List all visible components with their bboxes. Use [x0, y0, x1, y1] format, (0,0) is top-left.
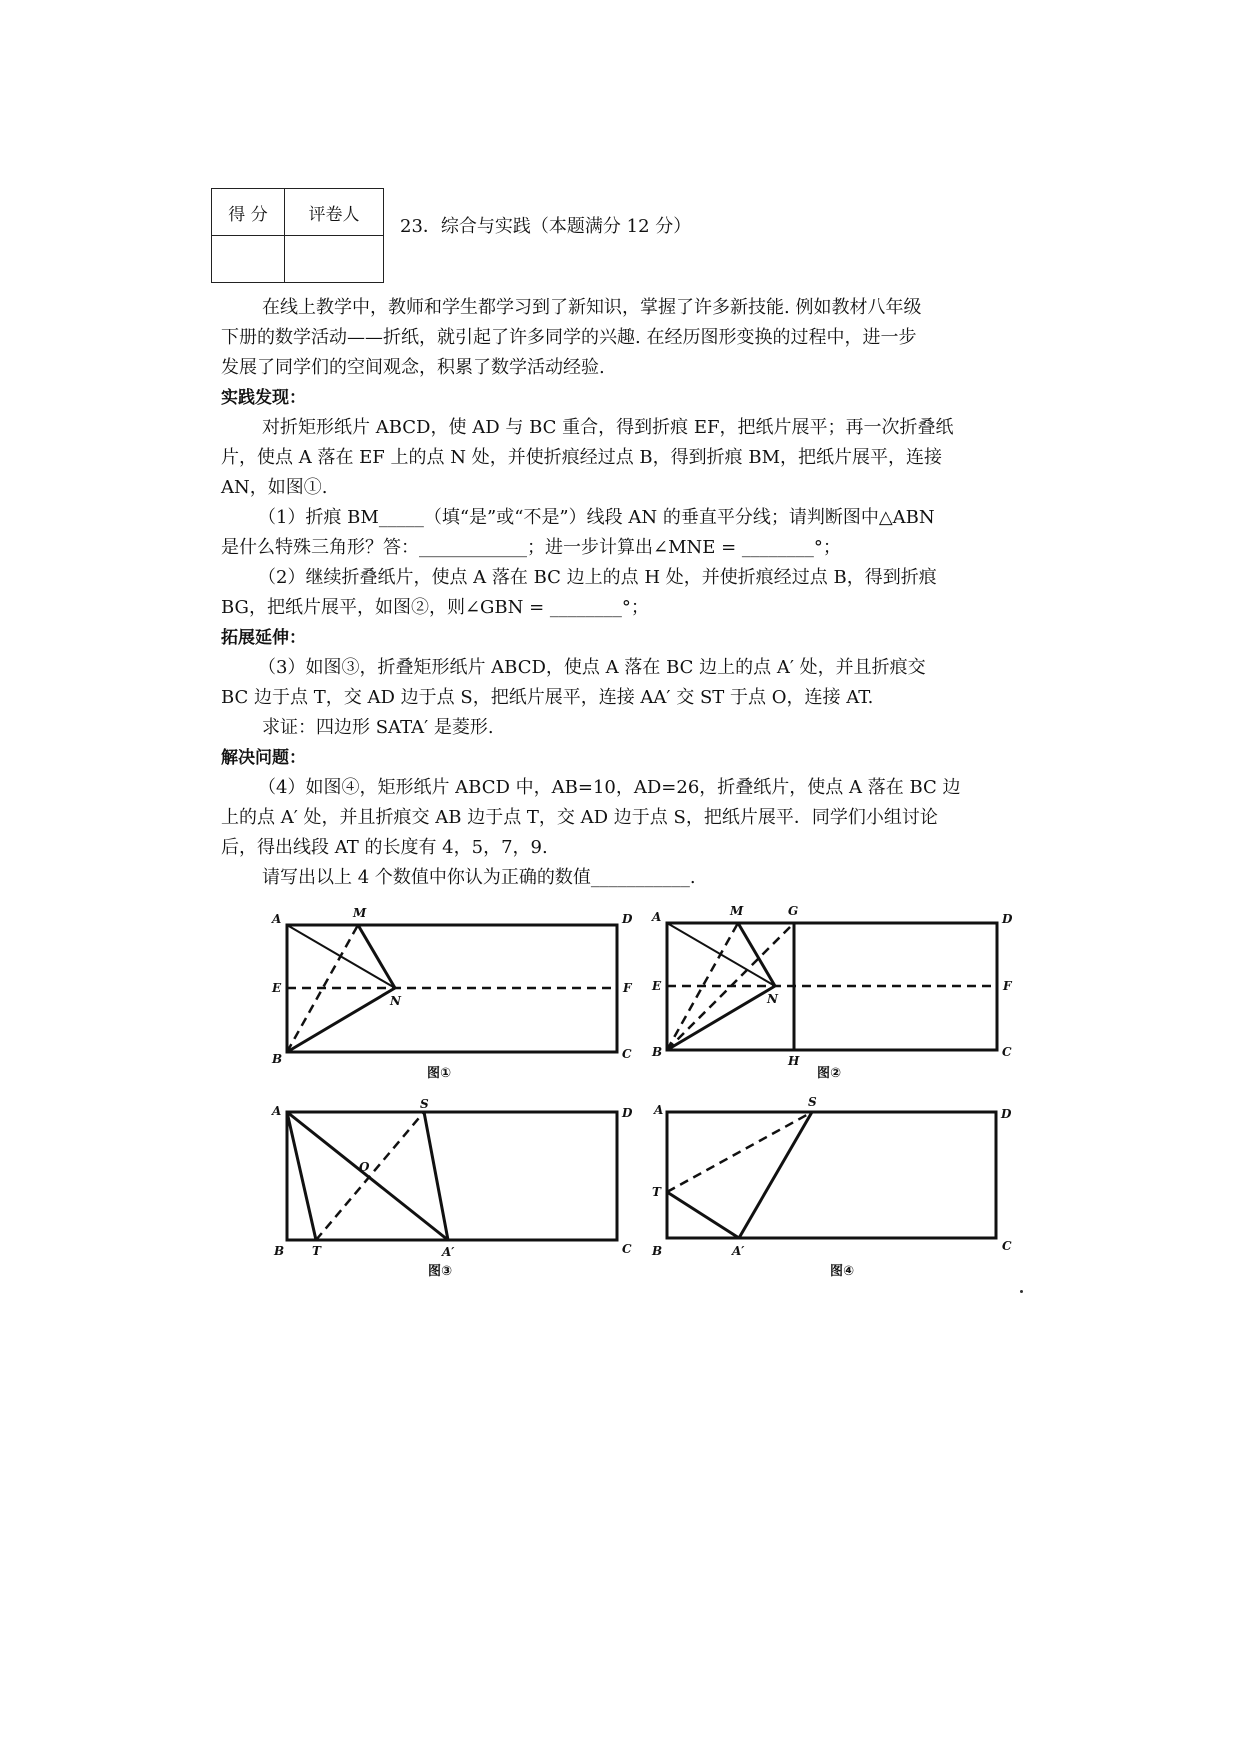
question-title: 23．综合与实践（本题满分 12 分） [400, 216, 692, 237]
label-b: B [652, 1045, 663, 1059]
section-heading: 拓展延伸： [221, 628, 306, 648]
label-a: A [272, 1104, 282, 1118]
label-t: T [312, 1244, 321, 1258]
question-1-line: 是什么特殊三角形？答：____________；进一步计算出∠MNE = ________°； [221, 537, 841, 558]
label-h: H [788, 1054, 800, 1068]
segment-ta-prime [667, 1192, 739, 1238]
body-line: AN，如图①. [221, 477, 328, 498]
body-line: 对折矩形纸片 ABCD，使 AD 与 BC 重合，得到折痕 EF，把纸片展平；再一次折叠纸 [262, 417, 954, 438]
label-a-prime: A′ [442, 1245, 455, 1259]
question-3-line: （3）如图③，折叠矩形纸片 ABCD，使点 A 落在 BC 边上的点 A′ 处，并且折痕交 [258, 657, 926, 678]
label-e: E [652, 979, 662, 993]
intro-line: 发展了同学们的空间观念，积累了数学活动经验. [221, 357, 605, 378]
section-heading: 实践发现： [221, 388, 306, 408]
figure-1 [270, 895, 640, 1085]
label-b: B [272, 1052, 283, 1066]
figure-2 [650, 893, 1020, 1083]
label-a-prime: A′ [732, 1244, 745, 1258]
question-4-line: （4）如图④，矩形纸片 ABCD 中，AB=10，AD=26，折叠纸片，使点 A 落在 BC 边 [258, 777, 961, 798]
score-cell[interactable] [212, 236, 285, 283]
figure-2-caption: 图② [817, 1066, 842, 1081]
label-c: C [1002, 1239, 1012, 1253]
label-c: C [622, 1242, 632, 1256]
question-4-line: 后，得出线段 AT 的长度有 4，5，7，9. [221, 837, 548, 858]
label-m: M [353, 906, 367, 920]
figure-3 [270, 1095, 640, 1285]
label-b: B [652, 1244, 663, 1258]
figure-3-caption: 图③ [428, 1264, 453, 1279]
segment-mn [738, 923, 775, 986]
label-d: D [1002, 912, 1013, 926]
label-e: E [272, 981, 282, 995]
question-2-line: （2）继续折叠纸片，使点 A 落在 BC 边上的点 H 处，并使折痕经过点 B，得到折痕 [258, 567, 937, 588]
rectangle-abcd [287, 1112, 617, 1240]
label-o: O [359, 1160, 370, 1174]
question-1-line: （1）折痕 BM_____（填“是”或“不是”）线段 AN 的垂直平分线；请判断图中△ABN [258, 507, 935, 528]
label-b: B [274, 1244, 285, 1258]
segment-mn [358, 925, 395, 988]
segment-sa-prime [424, 1112, 448, 1240]
label-n: N [767, 992, 778, 1006]
segment-bn [287, 988, 395, 1052]
label-d: D [622, 912, 633, 926]
figure-4 [650, 1093, 1020, 1283]
label-s: S [420, 1097, 429, 1111]
label-a: A [652, 910, 662, 924]
label-c: C [1002, 1045, 1012, 1059]
label-m: M [730, 904, 744, 918]
figure-4-caption: 图④ [830, 1264, 855, 1279]
figure-1-caption: 图① [427, 1066, 452, 1081]
label-n: N [390, 994, 401, 1008]
question-3-line: 求证：四边形 SATA′ 是菱形. [262, 717, 494, 738]
label-t: T [652, 1185, 661, 1199]
question-4-line: 请写出以上 4 个数值中你认为正确的数值___________. [262, 867, 696, 888]
label-f: F [1003, 979, 1012, 993]
question-4-line: 上的点 A′ 处，并且折痕交 AB 边于点 T，交 AD 边于点 S，把纸片展平．同学们小组讨论 [221, 807, 938, 828]
label-d: D [622, 1106, 633, 1120]
score-header: 得 分 [212, 189, 285, 236]
label-g: G [788, 904, 799, 918]
label-a: A [654, 1103, 664, 1117]
intro-line: 下册的数学活动——折纸，就引起了许多同学的兴趣. 在经历图形变换的过程中，进一步 [221, 327, 917, 348]
score-table [211, 188, 384, 283]
intro-line: 在线上教学中，教师和学生都学习到了新知识，掌握了许多新技能. 例如教材八年级 [262, 297, 922, 318]
question-2-line: BG，把纸片展平，如图②，则∠GBN = ________°； [221, 597, 649, 618]
grader-cell[interactable] [285, 236, 384, 283]
grader-header: 评卷人 [285, 189, 384, 236]
fold-line-st [316, 1112, 424, 1240]
label-d: D [1001, 1107, 1012, 1121]
label-f: F [623, 981, 632, 995]
question-3-line: BC 边于点 T，交 AD 边于点 S，把纸片展平，连接 AA′ 交 ST 于点 O，连接 AT. [221, 687, 874, 708]
rectangle-abcd [667, 1112, 996, 1238]
scan-speck [1020, 1290, 1023, 1293]
body-line: 片，使点 A 落在 EF 上的点 N 处，并使折痕经过点 B，得到折痕 BM，把纸片展平，连接 [221, 447, 943, 468]
label-a: A [272, 912, 282, 926]
label-s: S [808, 1095, 817, 1109]
label-c: C [622, 1047, 632, 1061]
section-heading: 解决问题： [221, 748, 306, 768]
